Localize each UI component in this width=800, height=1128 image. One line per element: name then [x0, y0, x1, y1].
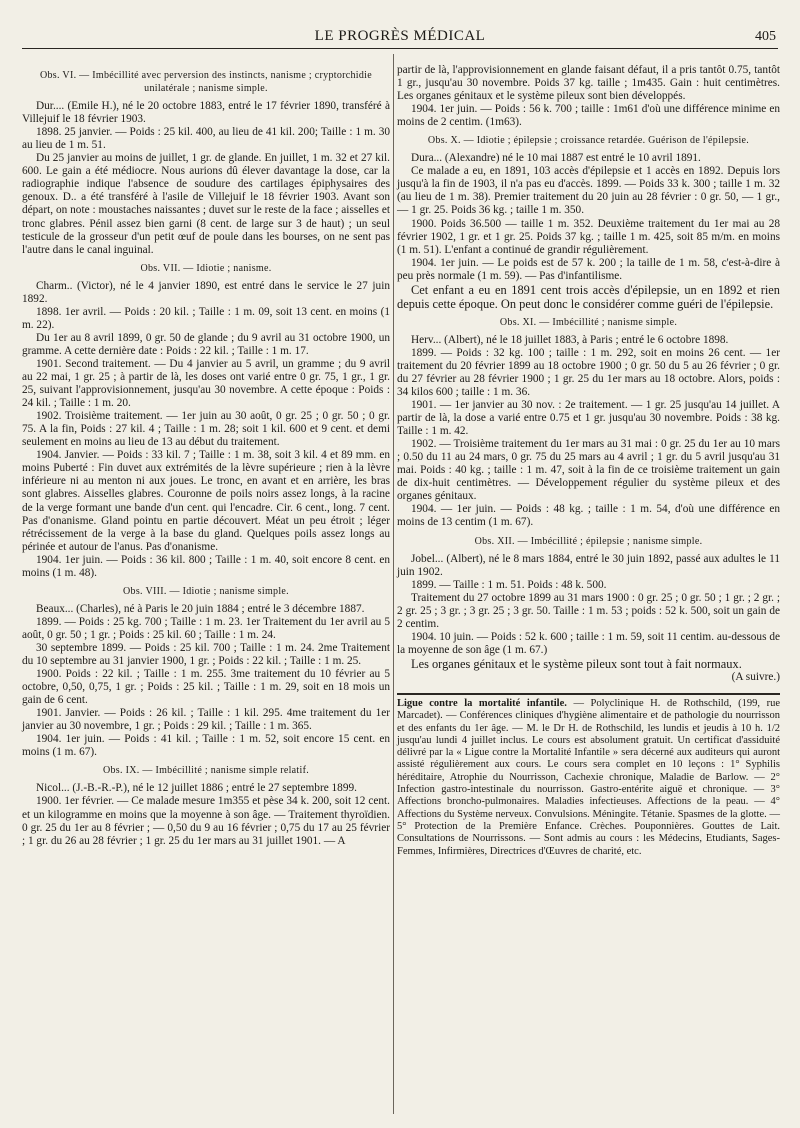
paragraph: 1899. — Poids : 32 kg. 100 ; taille : 1 m. 292, soit en moins 26 cent. — 1er traitement du 20 février 1899 au 18 octobre 1900 ; 0 gr. 50 du 5 au 26 février ; 0 gr. du 27 février au 28 février 1900 ; 1 gr. 25 du 1er mars au 18 octobre. Alors, poids : 34 kilos 600 ; taille : 1 m. 36. — [397, 346, 780, 398]
paragraph: partir de là, l'approvisionnement en glande faisant défaut, il a pris tantôt 0.75, tantôt 1 gr., jusqu'au 30 novembre. Poids 37 kg. taille ; 1m435. Gain : huit centimètres. Les organes génitaux et le système pileux sont bien développés. — [397, 64, 780, 103]
left-column — [22, 64, 390, 848]
paragraph: 1904. 1er juin. — Poids : 36 kil. 800 ; Taille : 1 m. 40, soit encore 8 cent. en moins (1 m. 48). — [22, 553, 390, 579]
paragraph: 1904. — 1er juin. — Poids : 48 kg. ; taille : 1 m. 54, d'où une différence en moins de 13 centim (1 m. 67). — [397, 503, 780, 529]
page-number: 405 — [755, 29, 776, 44]
observation-heading: Obs. IX. — Imbécillité ; nanisme simple relatif. — [102, 765, 310, 777]
paragraph: Ce malade a eu, en 1891, 103 accès d'épilepsie et 1 accès en 1892. Depuis lors jusqu'à la fin de 1903, il n'a pas eu d'accès. 1899. — Poids 33 k. 300 ; taille 1 m. 32 (au lieu de 1 m. 38). Premier traitement du 20 juin au 28 février : 0 gr. 50, — 1 gr., — 1 gr. 25. Poids 36 kg. ; taille 1 m. 350. — [397, 165, 780, 217]
paragraph: 1898. 25 janvier. — Poids : 25 kil. 400, au lieu de 41 kil. 200; Taille : 1 m. 30 au lieu de 1 m. 51. — [22, 126, 390, 152]
page-header — [22, 22, 778, 49]
paragraph: 1900. Poids 36.500 — taille 1 m. 352. Deuxième traitement du 1er mai au 28 février 1902, 1 gr. et 1 gr. 25. Poids 37 kg. ; taille 1 m. 425, soit 85 m/m. en moins (1 m. 51). L'enfant a continué de grandir régulièrement. — [397, 217, 780, 256]
ligue-title: Ligue contre la mortalité infantile. — [397, 697, 567, 709]
paragraph: 1902. Troisième traitement. — 1er juin au 30 août, 0 gr. 25 ; 0 gr. 50 ; 0 gr. 75. A la fin, Poids : 27 kil. 4 ; Taille : 1 m. 28; soit 1 kil. 600 et 9 cent. et demi seulement en moins au lieu de 13 au début du traitement. — [22, 410, 390, 449]
paragraph: Herv... (Albert), né le 18 juillet 1883, à Paris ; entré le 6 octobre 1898. — [411, 333, 729, 346]
right-column — [397, 64, 780, 858]
paragraph: 1901. Janvier. — Poids : 26 kil. ; Taille : 1 kil. 295. 4me traitement du 1er janvier au 30 novembre, 1 gr. ; Poids : 29 kil. ; Taille : 1 m. 365. — [22, 707, 390, 733]
paragraph: 1904. 1er juin. — Poids : 56 k. 700 ; taille : 1m61 d'où une différence minime en moins de 2 centim. (1m63). — [397, 103, 780, 129]
paragraph: Dura... (Alexandre) né le 10 mai 1887 est entré le 10 avril 1891. — [411, 152, 701, 165]
ligue-text: — Polyclinique H. de Rothschild, (199, rue Marcadet). — Conférences cliniques d'hygiène alimentaire et de pathologie du nourrisson et des enfants du 1er âge. — M. le Dr H. de Rothschild, les lundis et jeudis à 10 h. 1/2 jusqu'au lundi 4 juillet inclus. Le cours est absolument gratuit. Un certificat d'assiduité délivré par la « Ligue contre la Mortalité Infantile » sera décerné aux auditeurs qui auront assisté régulièrement aux cours. Le cours sera complet en 10 leçons : 1° Syphilis héréditaire, Atrophie du Nourrisson, Cachexie chronique, Maladie de Barlow. — 2° Infection gastro-intestinale du nourrisson. Gastro-entérite aiguë et chronique. — 3° Affections broncho-pulmonaires. Maladies infectieuses. Affections de la peau. — 4° Affections du Système nerveux. Convulsions. Méningite. Tétanie. Spasmes de la glotte. — 5° Protection de la Première Enfance. Crèches. Pouponnières. Gouttes de Lait. Consultations de Nourrissons. — Sont admis au cours : les Médecins, Etudiants, Sages-Femmes, Infirmières, Directrices d'Œuvres de charité, etc. — [397, 697, 780, 857]
paragraph: 1902. — Troisième traitement du 1er mars au 31 mai : 0 gr. 25 du 1er au 10 mars ; 0.50 du 11 au 24 mars, 0 gr. 75 du 25 mars au 4 avril ; 1 gr. du 5 avril jusqu'au 31 mai. Poids : 40 kg. ; taille : 1 m. 47, soit à la fin de ce troisième traitement un gain de dix-huit centimètres. — Développement régulier du système pileux et des organes génitaux. — [397, 438, 780, 503]
column-divider — [393, 54, 394, 1114]
paragraph: 1904. 1er juin. — Poids : 41 kil. ; Taille : 1 m. 52, soit encore 15 cent. en moins (1 m. 67). — [22, 733, 390, 759]
ligue-notice — [397, 693, 780, 858]
paragraph: Du 25 janvier au moins de juillet, 1 gr. de glande. En juillet, 1 m. 32 et 27 kil. 600. Le gain a été médiocre. Nous aurions dû élever davantage la dose, car la radiographie indique l'absence de soudure des cartilages épiphysaires des genoux. D.. a été transféré à l'asile de Villejuif le 18 février 1903. Avant son départ, on note : moustaches naissantes ; duvet sur le reste de la face ; aisselles et tronc glabres. Pénil assez bien garni (8 cent. de large sur 3 de haut) ; un seul testicule de la grosseur d'un petit œuf de poule dans les bourses, on ne sent pas l'autre dans le canal inguinal. — [22, 152, 390, 256]
paragraph: Charm.. (Victor), né le 4 janvier 1890, est entré dans le service le 27 juin 1892. — [22, 279, 390, 305]
paragraph: 1904. Janvier. — Poids : 33 kil. 7 ; Taille : 1 m. 38, soit 3 kil. 4 et 89 mm. en moins Puberté : Fin duvet aux extrémités de la lèvre supérieure ; rien à la lèvre inférieure ni au menton ni aux joues. Le tronc, en avant et en arrière, les bras sont glabres. Aisselles glabres. Couronne de poils noirs assez longs, à la racine de la verge formant une bande d'un cent. qui l'encadre. Cir. 6 cent., long. 7 cent. Pas d'onanisme. Gland pointu en partie découvert. Méat un peu étroit ; léger rétrécissement de la verge à la base du gland. Quelques poils assez longs au périnée et autour de l'anus. Pas d'onanisme. — [22, 449, 390, 553]
paragraph: Du 1er au 8 avril 1899, 0 gr. 50 de glande ; du 9 avril au 31 octobre 1900, un gramme. A cette dernière date : Poids : 22 kil. ; Taille : 1 m. 17. — [22, 331, 390, 357]
paragraph: Beaux... (Charles), né à Paris le 20 juin 1884 ; entré le 3 décembre 1887. — [36, 602, 365, 615]
paragraph: 1901. Second traitement. — Du 4 janvier au 5 avril, un gramme ; du 9 avril au 22 mai, 1 gr. 25 ; à partir de là, les doses ont varié entre 0 gr. 75, 1 gr., 1 gr. 25, suivant l'approvisionnement, jusqu'au 30 novembre. A cette époque : Poids : 24 kil. ; Taille : 1 m. 20. — [22, 357, 390, 410]
paragraph: Dur.... (Emile H.), né le 20 octobre 1883, entré le 17 février 1890, transféré à Villejuif le 18 février 1903. — [22, 100, 390, 126]
paragraph: 1904. 1er juin. — Le poids est de 57 k. 200 ; la taille de 1 m. 58, c'est-à-dire à peu près normale (1 m. 59). — Pas d'infantilisme. — [397, 256, 780, 282]
paragraph: 1900. Poids : 22 kil. ; Taille : 1 m. 255. 3me traitement du 10 février au 5 octobre, 0,50, 0,75, 1 gr. ; Poids : 25 kil. ; Taille : 1 m. 29, soit en 18 mois un gain de 6 cent. — [22, 668, 390, 707]
paragraph: 1899. — Poids : 25 kg. 700 ; Taille : 1 m. 23. 1er Traitement du 1er avril au 5 août, 0 gr. 50 ; 1 gr. ; Poids : 25 kil. 60 ; Taille : 1 m. 24. — [22, 615, 390, 641]
paragraph: Nicol... (J.-B.-R.-P.), né le 12 juillet 1886 ; entré le 27 septembre 1899. — [36, 782, 357, 795]
paragraph: 30 septembre 1899. — Poids : 25 kil. 700 ; Taille : 1 m. 24. 2me Traitement du 10 septembre au 31 janvier 1900, 1 gr. ; Poids : 22 kil. ; Taille : 1 m. 25. — [22, 641, 390, 668]
paragraph: 1904. 10 juin. — Poids : 52 k. 600 ; taille : 1 m. 59, soit 11 centim. au-dessous de la moyenne de son âge (1 m. 67.) — [397, 630, 780, 656]
paragraph: 1901. — 1er janvier au 30 nov. : 2e traitement. — 1 gr. 25 jusqu'au 14 juillet. A partir de là, la dose a varié entre 0.75 et 1 gr. jusqu'au 30 novembre. Poids : 38 kg. Taille : 1 m. 42. — [397, 399, 780, 438]
observation-heading: Obs. VI. — Imbécillité avec perversion des instincts, nanisme ; cryptorchidie unilatérale ; nanisme simple. — [39, 70, 372, 95]
continued-note: (A suivre.) — [731, 670, 780, 683]
paragraph: 1898. 1er avril. — Poids : 20 kil. ; Taille : 1 m. 09, soit 13 cent. en moins (1 m. 22). — [22, 305, 390, 331]
observation-heading: Obs. VII. — Idiotie ; nanisme. — [140, 262, 272, 274]
paragraph: 1900. 1er février. — Ce malade mesure 1m355 et pèse 34 k. 200, soit 12 cent. et un kilogramme en moins que la moyenne à son âge. — Traitement thyroïdien. 0 gr. 25 du 1er au 8 février ; — 0,50 du 9 au 16 février ; 0,75 du 17 au 25 février ; 1 gr. du 26 au 28 février ; 1 gr. 25 du 1er mars au 31 juillet 1901. — A — [22, 795, 390, 847]
observation-heading: Obs. XII. — Imbécillité ; épilepsie ; nanisme simple. — [474, 535, 703, 547]
paragraph: Traitement du 27 octobre 1899 au 31 mars 1900 : 0 gr. 25 ; 0 gr. 50 ; 1 gr. ; 2 gr. ; 2 gr. 25 ; 3 gr. ; 3 gr. 25 ; 3 gr. 50. Taille : 1 m. 53 ; poids : 52 k. 500, soit un gain de 2 centim. — [397, 591, 780, 630]
observation-heading: Obs. X. — Idiotie ; épilepsie ; croissance retardée. Guérison de l'épilepsie. — [427, 135, 750, 147]
journal-title: LE PROGRÈS MÉDICAL — [314, 28, 486, 44]
emphasis-paragraph: Les organes génitaux et le système pileux sont tout à fait normaux. — [411, 656, 742, 671]
observation-heading: Obs. VIII. — Idiotie ; nanisme simple. — [123, 585, 289, 597]
observation-heading: Obs. XI. — Imbécillité ; nanisme simple. — [499, 316, 678, 328]
paragraph: Jobel... (Albert), né le 8 mars 1884, entré le 30 juin 1892, passé aux adultes le 11 juin 1902. — [397, 552, 780, 578]
paragraph: 1899. — Taille : 1 m. 51. Poids : 48 k. 500. — [411, 578, 607, 591]
emphasis-paragraph: Cet enfant a eu en 1891 cent trois accès d'épilepsie, un en 1892 et rien depuis cette époque. On peut donc le considérer comme guéri de l'épilepsie. — [397, 282, 780, 311]
